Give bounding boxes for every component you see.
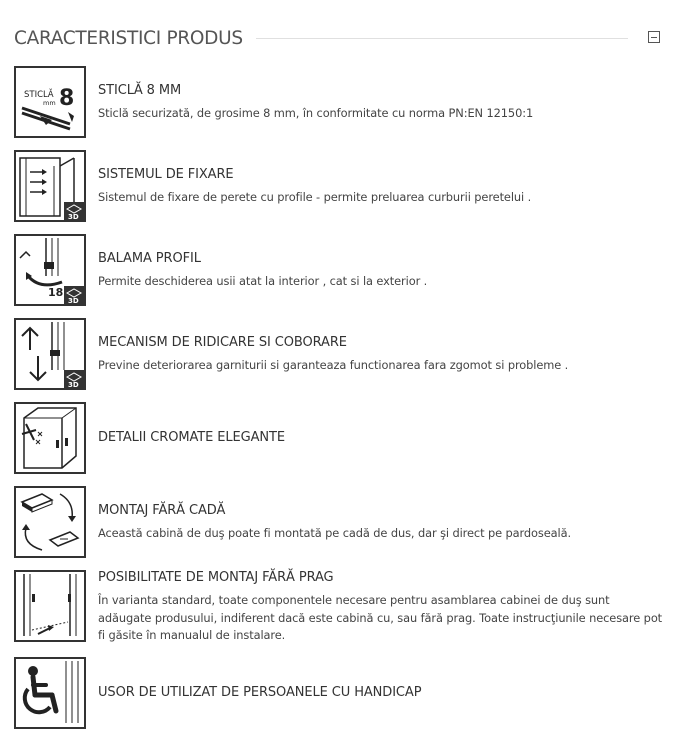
- feature-description: Sticlă securizată, de grosime 8 mm, în conformitate cu norma PN:EN 12150:1: [98, 106, 534, 120]
- feature-description: Permite deschiderea usii atat la interior , cat si la exterior .: [98, 274, 428, 288]
- feature-description: Previne deteriorarea garniturii si garanteaza functionarea fara zgomot si probleme .: [98, 358, 569, 372]
- badge-3d-text: 3D: [68, 381, 79, 388]
- icon-number-text: 8: [59, 86, 75, 111]
- feature-title: STICLĂ 8 MM: [98, 83, 182, 98]
- feature-title: MONTAJ FĂRĂ CADĂ: [98, 503, 226, 518]
- section-title: CARACTERISTICI PRODUS: [14, 28, 243, 49]
- wheelchair-icon: [14, 657, 86, 729]
- chrome-details-icon: [14, 402, 86, 474]
- header-divider: [256, 38, 628, 39]
- no-threshold-mounting-icon: [14, 570, 86, 642]
- feature-title: USOR DE UTILIZAT DE PERSOANELE CU HANDICAP: [98, 685, 422, 700]
- icon-number-text: 18: [48, 286, 64, 299]
- badge-3d-text: 3D: [68, 297, 79, 304]
- feature-title: SISTEMUL DE FIXARE: [98, 167, 234, 182]
- feature-description: Această cabină de duş poate fi montată pe cadă de dus, dar şi direct pe pardoseală.: [98, 526, 572, 540]
- feature-description: În varianta standard, toate componentele necesare pentru asamblarea cabinei de duş sunt adăugate produsului, indiferent dacă este cabină cu, sau fără prag. Toate instrucţiunile necesare pot fi găsite în manualul de instalare.: [98, 593, 663, 642]
- feature-title: BALAMA PROFIL: [98, 251, 201, 266]
- feature-title: POSIBILITATE DE MONTAJ FĂRĂ PRAG: [98, 570, 334, 585]
- no-tray-mounting-icon: [14, 486, 86, 558]
- badge-3d-text: 3D: [68, 213, 79, 220]
- feature-title: MECANISM DE RIDICARE SI COBORARE: [98, 335, 347, 350]
- feature-description: Sistemul de fixare de perete cu profile - permite preluarea curburii peretelui .: [98, 190, 532, 204]
- hinge-profile-icon: [14, 234, 86, 306]
- minus-square-icon[interactable]: [648, 31, 660, 43]
- glass-thickness-icon: [14, 66, 86, 138]
- icon-label-text: STICLĂ: [24, 90, 54, 100]
- feature-title: DETALII CROMATE ELEGANTE: [98, 430, 285, 445]
- section-header: [14, 26, 662, 52]
- icon-unit-text: mm: [43, 99, 56, 107]
- wall-fixing-icon: [14, 150, 86, 222]
- lift-mechanism-icon: [14, 318, 86, 390]
